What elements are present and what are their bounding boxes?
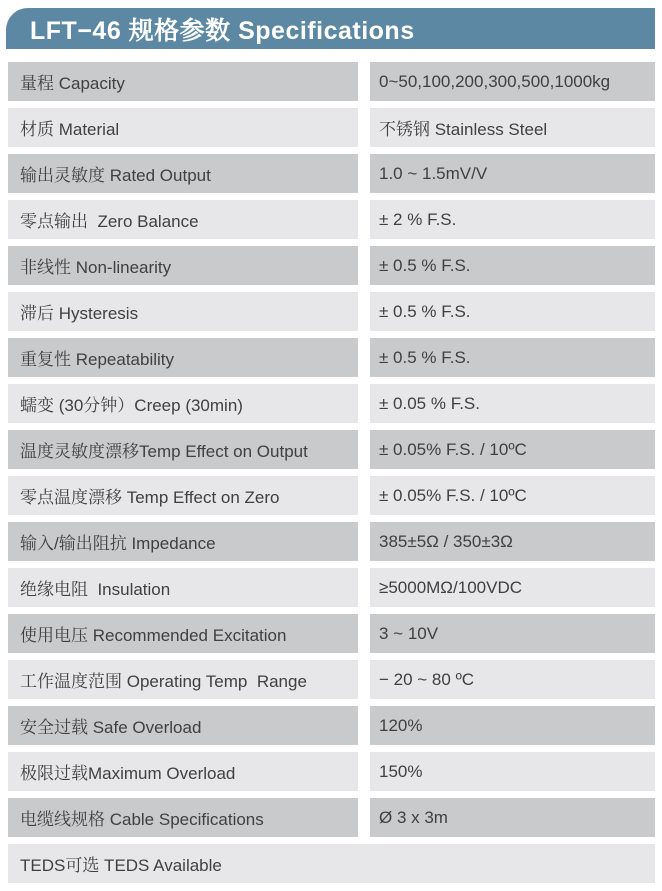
spec-table [8, 62, 655, 890]
row-label: 绝缘电阻 Insulation [8, 568, 358, 607]
row-label: 工作温度范围 Operating Temp Range [8, 660, 358, 699]
row-label: 零点输出 Zero Balance [8, 200, 358, 239]
table-row [8, 522, 655, 561]
row-label: 重复性 Repeatability [8, 338, 358, 377]
row-label: 蠕变 (30分钟）Creep (30min) [8, 384, 358, 423]
row-value: ± 2 % F.S. [370, 200, 655, 239]
row-value: 150% [370, 752, 655, 791]
row-value: 3 ~ 10V [370, 614, 655, 653]
row-label: 电缆线规格 Cable Specifications [8, 798, 358, 837]
row-label: 材质 Material [8, 108, 358, 147]
row-label: 安全过载 Safe Overload [8, 706, 358, 745]
row-label: 滞后 Hysteresis [8, 292, 358, 331]
table-row [8, 108, 655, 147]
table-row [8, 62, 655, 101]
table-row [8, 798, 655, 837]
row-value: 不锈钢 Stainless Steel [370, 108, 655, 147]
row-value: ± 0.05 % F.S. [370, 384, 655, 423]
row-label: 非线性 Non-linearity [8, 246, 358, 285]
row-label: 输入/输出阻抗 Impedance [8, 522, 358, 561]
row-value: 120% [370, 706, 655, 745]
row-label: 零点温度漂移 Temp Effect on Zero [8, 476, 358, 515]
row-value: ± 0.5 % F.S. [370, 246, 655, 285]
table-row [8, 752, 655, 791]
table-row [8, 476, 655, 515]
table-title-bar [6, 8, 655, 49]
table-row [8, 568, 655, 607]
row-value: − 20 ~ 80 ºC [370, 660, 655, 699]
row-label: 极限过载Maximum Overload [8, 752, 358, 791]
table-row [8, 292, 655, 331]
row-value: Ø 3 x 3m [370, 798, 655, 837]
row-label: TEDS可选 TEDS Available [8, 844, 655, 883]
table-row [8, 338, 655, 377]
row-label: 使用电压 Recommended Excitation [8, 614, 358, 653]
row-value: ± 0.5 % F.S. [370, 338, 655, 377]
table-row [8, 154, 655, 193]
table-row [8, 200, 655, 239]
row-label: 输出灵敏度 Rated Output [8, 154, 358, 193]
table-row [8, 660, 655, 699]
row-value: ≥5000MΩ/100VDC [370, 568, 655, 607]
row-value: 385±5Ω / 350±3Ω [370, 522, 655, 561]
table-row [8, 430, 655, 469]
table-row [8, 706, 655, 745]
row-value: ± 0.05% F.S. / 10ºC [370, 430, 655, 469]
row-value: 0~50,100,200,300,500,1000kg [370, 62, 655, 101]
table-row [8, 246, 655, 285]
table-row [8, 384, 655, 423]
table-row [8, 844, 655, 883]
page-title: LFT−46 规格参数 Specifications [30, 16, 415, 45]
row-label: 量程 Capacity [8, 62, 358, 101]
row-value: 1.0 ~ 1.5mV/V [370, 154, 655, 193]
table-row [8, 614, 655, 653]
row-label: 温度灵敏度漂移Temp Effect on Output [8, 430, 358, 469]
row-value: ± 0.5 % F.S. [370, 292, 655, 331]
row-value: ± 0.05% F.S. / 10ºC [370, 476, 655, 515]
